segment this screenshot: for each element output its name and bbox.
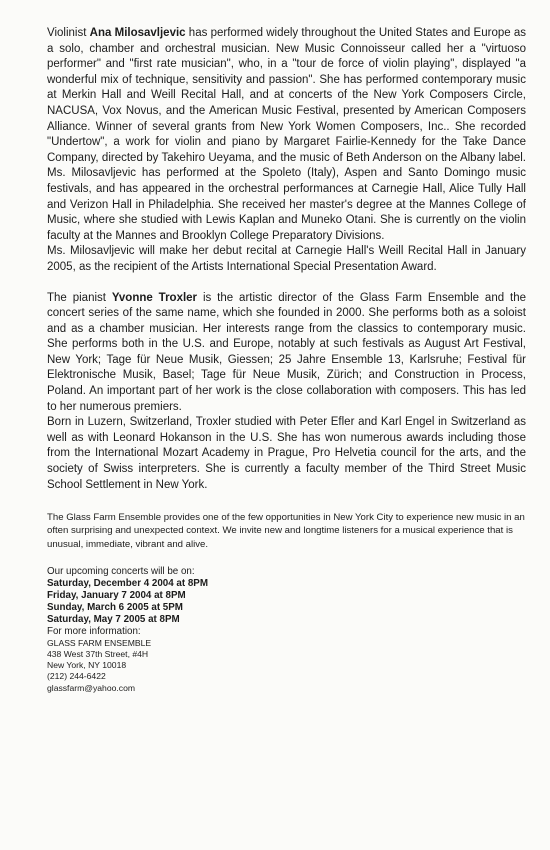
yvonne-bio-paragraph-2: Born in Luzern, Switzerland, Troxler studied with Peter Efler and Karl Engel in Switzerland as well as with Leonard Hokanson in the U.S. She has won numerous awards including those from the International Mozart Academy in Prague, Pro Helvetia council for the arts, and the society of Swiss interpreters. She is currently a faculty member of the Third Street Music School Settlement in New York. bbox=[47, 416, 526, 491]
ana-bio-body: has performed widely throughout the United States and Europe as a solo, chamber and orchestral musician. New Music Connoisseur called her a "virtuoso performer" and "first rate musician", who, in a "tour de force of violin playing", displayed "a wonderful mix of technique, sensitivity and passion". She has performed contemporary music at Merkin Hall and Weill Recital Hall, and at concerts of the New York Composers Circle, NACUSA, Vox Novus, and the American Music Festival, presented by American Composers Alliance. Winner of several grants from New York Women Composers, Inc.. She recorded "Undertow", a work for violin and piano by Margaret Fairlie-Kennedy for the Take Dance Company, directed by Takehiro Ueyama, and the music of Beth Anderson on the Albany label. Ms. Milosavljevic has performed at the Spoleto (Italy), Aspen and Santo Domingo music festivals, and has appeared in the orchestral performances at Carnegie Hall, Alice Tully Hall and Verizon Hall in Philadelphia. She received her master's degree at the Mannes College of Music, where she studied with Lewis Kaplan and Muneko Otani. She is currently on the violin faculty at the Mannes and Brooklyn College Preparatory Divisions. bbox=[47, 27, 527, 242]
concert-date-2: Friday, January 7 2004 at 8PM bbox=[47, 589, 186, 601]
yvonne-bio-intro: The pianist bbox=[47, 291, 112, 304]
ensemble-note-text: The Glass Farm Ensemble provides one of the few opportunities in New York City to experience new music in an often surprising and unexpected context. We invite new and longtime listeners for a musical experience that is unusual, immediate, vibrant and alive. bbox=[47, 512, 525, 550]
upcoming-concerts bbox=[47, 566, 526, 638]
contact-city: New York, NY 10018 bbox=[47, 660, 127, 671]
yvonne-bio-body: is the artistic director of the Glass Farm Ensemble and the concert series of the same name, which she founded in 2000. She performs both as a soloist and as a chamber musician. Her interests range from the classics to contemporary music. She performs both in the U.S. and Europe, notably at such festivals as August Art Festival, New York; Tage für Neue Musik, Giessen; 25 Jahre Ensemble 13, Karlsruhe; Festival für Elektronische Musik, Basel; Tage für Neue Musik, Zürich; and Construction in Process, Poland. An important part of her work is the close collaboration with composers. This has led to her numerous premiers. bbox=[47, 291, 527, 413]
ana-bio-intro: Violinist bbox=[47, 27, 90, 39]
contact-street: 438 West 37th Street, #4H bbox=[47, 649, 149, 660]
ana-bio-paragraph-1 bbox=[47, 26, 526, 244]
contact-phone: (212) 244-6422 bbox=[47, 671, 106, 682]
yvonne-bio-paragraph-1 bbox=[47, 291, 526, 416]
concert-date-3: Sunday, March 6 2005 at 5PM bbox=[47, 601, 183, 613]
yvonne-name: Yvonne Troxler bbox=[111, 291, 198, 304]
yvonne-troxler-bio bbox=[47, 291, 526, 494]
contact-info bbox=[47, 638, 526, 694]
concerts-intro: Our upcoming concerts will be on: bbox=[47, 565, 195, 577]
ana-name: Ana Milosavljevic bbox=[89, 27, 186, 39]
contact-org: GLASS FARM ENSEMBLE bbox=[47, 637, 152, 648]
ana-bio-paragraph-2: Ms. Milosavljevic will make her debut recital at Carnegie Hall's Weill Recital Hall in January 2005, as the recipient of the Artists International Special Presentation Award. bbox=[47, 245, 526, 273]
concert-date-4: Saturday, May 7 2005 at 8PM bbox=[47, 613, 180, 625]
concert-date-1: Saturday, December 4 2004 at 8PM bbox=[47, 577, 209, 589]
more-info-label: For more information: bbox=[47, 625, 141, 637]
contact-email: glassfarm@yahoo.com bbox=[47, 682, 136, 693]
ana-milosavljevic-bio bbox=[47, 26, 526, 276]
ensemble-note bbox=[47, 511, 526, 551]
